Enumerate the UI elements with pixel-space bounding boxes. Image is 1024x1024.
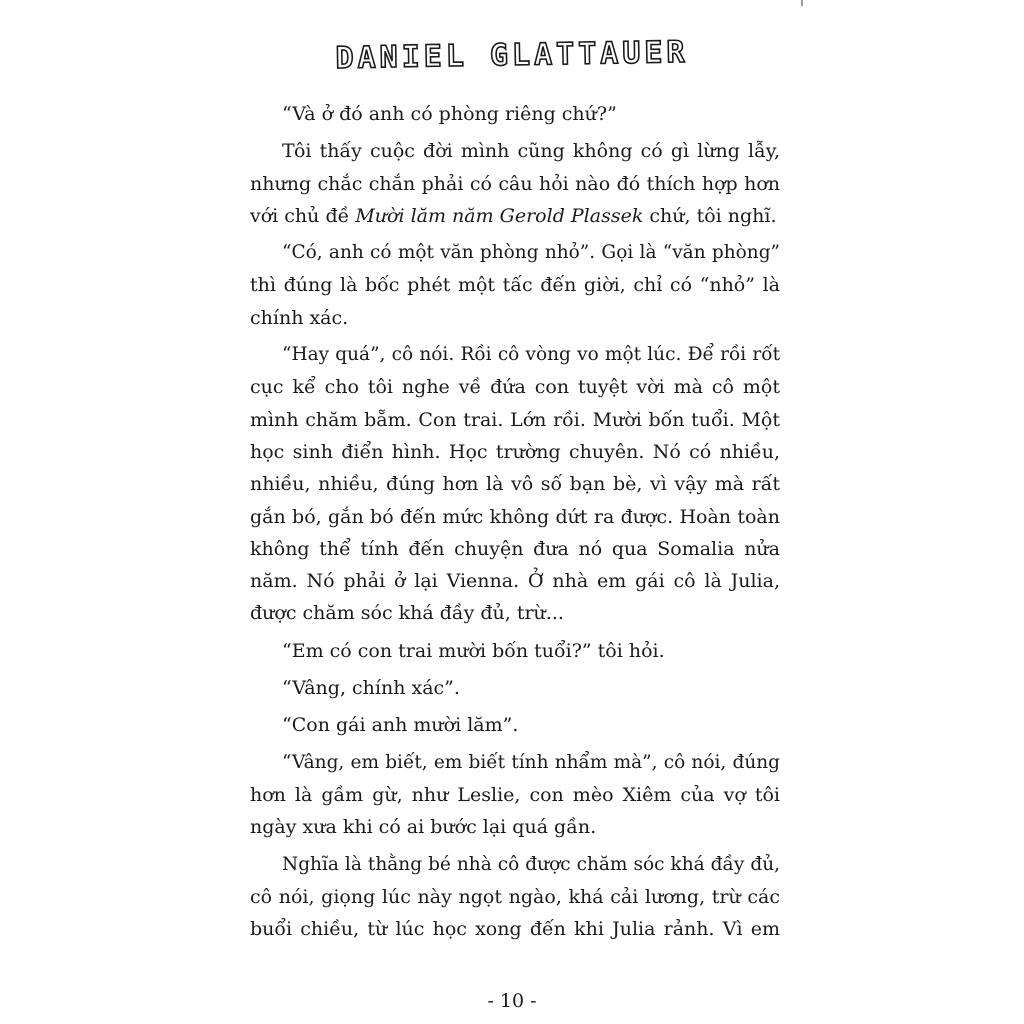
text-line: “Có, anh có một văn phòng nhỏ”. Gọi là “văn phòng” (282, 242, 780, 264)
text-line: chính xác. (250, 306, 349, 329)
text-line: Nghĩa là thằng bé nhà cô được chăm sóc khá đầy đủ, (282, 853, 780, 875)
text-line: buổi chiều, từ lúc học xong đến khi Julia rảnh. Vì em (250, 918, 780, 941)
body-text (250, 98, 780, 945)
text-line: hơn là gầm gừ, như Leslie, con mèo Xiêm của vợ tôi (250, 783, 780, 806)
text-line-post: chứ, tôi nghĩ. (643, 204, 777, 227)
text-line: năm. Nó phải ở lại Vienna. Ở nhà em gái cô là Julia, (250, 570, 780, 593)
scan-mark (801, 0, 803, 6)
text-line: “Và ở đó anh có phòng riêng chứ?” (282, 103, 617, 125)
text-line: cục kể cho tôi nghe về đứa con tuyệt vời mà cô một (250, 376, 780, 399)
text-line: ngày xưa khi có ai bước lại quá gần. (250, 816, 597, 839)
text-line: thì đúng là bốc phét một tấc đến giời, chỉ có “nhỏ” là (250, 274, 780, 297)
book-title-italic: Mười lăm năm Gerold Plassek (355, 204, 644, 227)
text-line-pre: với chủ đề (250, 204, 356, 227)
page-number: - 10 - (487, 990, 537, 1012)
text-line (250, 200, 780, 232)
text-line: học sinh điển hình. Học trường chuyên. Nó có nhiều, (250, 440, 780, 463)
text-line: Tôi thấy cuộc đời mình cũng không có gì lừng lẫy, (282, 140, 780, 163)
text-line: “Hay quá”, cô nói. Rồi cô vòng vo một lúc. Để rồi rốt (282, 344, 780, 366)
text-line: “Vâng, chính xác”. (282, 677, 460, 700)
text-line: được chăm sóc khá đầy đủ, trừ... (250, 602, 564, 625)
text-line: “Em có con trai mười bốn tuổi?” tôi hỏi. (282, 639, 665, 662)
text-line: gắn bó, gắn bó đến mức không dứt ra được. Hoàn toàn (250, 505, 780, 528)
text-line: không thể tính đến chuyện đưa nó qua Somalia nửa (250, 537, 780, 560)
text-line: “Vâng, em biết, em biết tính nhẩm mà”, cô nói, đúng (282, 751, 780, 773)
running-header-author: DANIEL GLATTAUER (335, 34, 689, 77)
text-line: mình chăm bẵm. Con trai. Lớn rồi. Mười bốn tuổi. Một (250, 408, 780, 431)
text-line: cô nói, giọng lúc này ngọt ngào, khá cải lương, trừ các (250, 885, 780, 908)
text-line: “Con gái anh mười lăm”. (282, 714, 519, 737)
text-line: nhưng chắc chắn phải có câu hỏi nào đó thích hợp hơn (250, 172, 780, 195)
text-line: nhiều, nhiều, đúng hơn là vô số bạn bè, vì vậy mà rất (250, 473, 780, 496)
